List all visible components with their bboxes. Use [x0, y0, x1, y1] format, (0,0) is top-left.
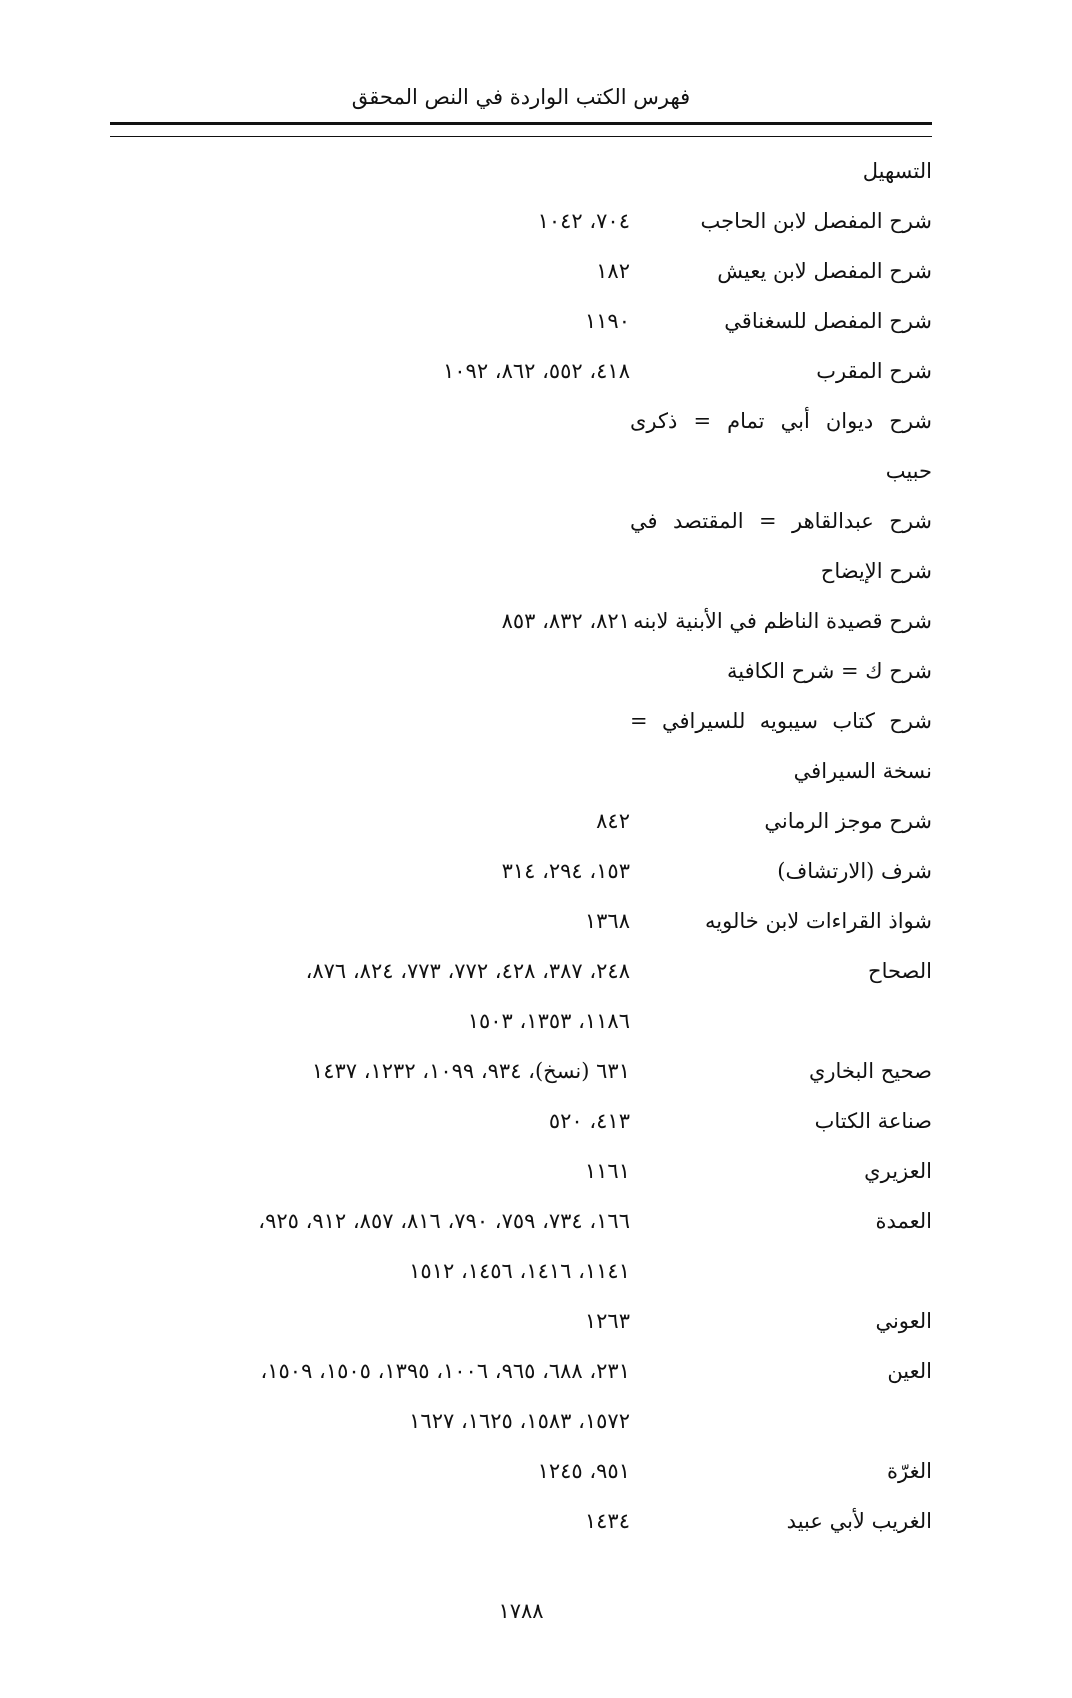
- entry-pages-line: ٨٤٢: [596, 809, 630, 833]
- entry-pages: [110, 1446, 630, 1496]
- index-entry: [110, 1046, 932, 1096]
- entry-pages: [110, 796, 630, 846]
- index-entry: [110, 296, 932, 346]
- entry-pages: [110, 1146, 630, 1196]
- index-entry: [110, 846, 932, 896]
- index-entry: [110, 1446, 932, 1496]
- entry-pages-line: ٦٣١ (نسخ)، ٩٣٤، ١٠٩٩، ١٢٣٢، ١٤٣٧: [311, 1059, 630, 1083]
- entry-pages: [110, 1296, 630, 1346]
- entry-pages-line: ١٤٣٤: [584, 1509, 630, 1533]
- index-entry: [110, 946, 932, 1046]
- entry-term: العين: [887, 1359, 932, 1383]
- entry-pages-line: ١٢٦٣: [584, 1309, 630, 1333]
- index-entry: [110, 1096, 932, 1146]
- entry-pages-line: ٩٥١، ١٢٤٥: [537, 1459, 630, 1483]
- entry-pages-line: ١١٤١، ١٤١٦، ١٤٥٦، ١٥١٢: [409, 1259, 630, 1283]
- entry-term: شرح المفصل للسغناقي: [724, 309, 932, 333]
- entry-term: شرح المفصل لابن الحاجب: [700, 209, 932, 233]
- index-entry: [110, 396, 932, 446]
- entry-pages: [110, 1346, 630, 1446]
- header-rule-thin: [110, 136, 932, 137]
- index-entry: [110, 346, 932, 396]
- entry-pages-line: ١١٦١: [584, 1159, 630, 1183]
- entry-pages-line: ١٥٧٢، ١٥٨٣، ١٦٢٥، ١٦٢٧: [409, 1409, 630, 1433]
- running-header: فهرس الكتب الواردة في النص المحقق: [351, 85, 691, 109]
- entry-term: شرح المقرب: [816, 359, 932, 383]
- index-entry: [110, 796, 932, 846]
- index-entry: [110, 446, 932, 496]
- entry-term: نسخة السيرافي: [793, 759, 932, 783]
- entry-pages: [110, 1096, 630, 1146]
- entry-term: شرح الإيضاح: [820, 559, 932, 583]
- entry-pages-line: ١٥٣، ٢٩٤، ٣١٤: [501, 859, 630, 883]
- index-entry: [110, 196, 932, 246]
- entry-pages: [110, 1496, 630, 1546]
- entry-pages-line: ١١٨٦، ١٣٥٣، ١٥٠٣: [467, 1009, 630, 1033]
- index-entries: [110, 146, 932, 1546]
- entry-pages-line: ٤١٣، ٥٢٠: [548, 1109, 630, 1133]
- entry-term: شرح عبدالقاهر = المقتصد في: [630, 509, 932, 533]
- entry-term: الغرّة: [887, 1459, 932, 1483]
- entry-term: شرح قصيدة الناظم في الأبنية لابنه: [633, 609, 932, 633]
- entry-pages-line: ٤١٨، ٥٥٢، ٨٦٢، ١٠٩٢: [442, 359, 630, 383]
- entry-term: شواذ القراءات لابن خالويه: [705, 909, 932, 933]
- entry-term: شرح موجز الرماني: [764, 809, 932, 833]
- entry-pages: [110, 346, 630, 396]
- entry-pages: [110, 596, 630, 646]
- entry-pages: [110, 196, 630, 246]
- index-entry: [110, 1496, 932, 1546]
- index-entry: [110, 496, 932, 546]
- entry-term: صناعة الكتاب: [814, 1109, 932, 1133]
- entry-pages-line: ٢٤٨، ٣٨٧، ٤٢٨، ٧٧٢، ٧٧٣، ٨٢٤، ٨٧٦،: [305, 959, 630, 983]
- entry-term: العزيري: [864, 1159, 932, 1183]
- entry-term: شرح ديوان أبي تمام = ذكرى: [630, 409, 932, 433]
- index-entry: [110, 646, 932, 696]
- entry-term: شرح المفصل لابن يعيش: [717, 259, 932, 283]
- entry-pages-line: ١٦٦، ٧٣٤، ٧٥٩، ٧٩٠، ٨١٦، ٨٥٧، ٩١٢، ٩٢٥،: [258, 1209, 630, 1233]
- entry-pages-line: ٢٣١، ٦٨٨، ٩٦٥، ١٠٠٦، ١٣٩٥، ١٥٠٥، ١٥٠٩،: [260, 1359, 630, 1383]
- index-entry: [110, 896, 932, 946]
- entry-pages: [110, 846, 630, 896]
- entry-term: شرح كتاب سيبويه للسيرافي =: [630, 709, 932, 733]
- entry-pages-line: ٨٢١، ٨٣٢، ٨٥٣: [501, 609, 630, 633]
- entry-pages: [110, 1196, 630, 1296]
- entry-term: شرف (الارتشاف): [777, 859, 932, 883]
- entry-term: صحيح البخاري: [808, 1059, 932, 1083]
- index-entry: [110, 1196, 932, 1296]
- entry-pages: [110, 296, 630, 346]
- entry-term: الصحاح: [868, 959, 932, 983]
- header-rule-thick: [110, 122, 932, 125]
- entry-pages-line: ١٨٢: [596, 259, 630, 283]
- entry-term: العوني: [875, 1309, 932, 1333]
- entry-term: العمدة: [875, 1209, 932, 1233]
- entry-pages: [110, 246, 630, 296]
- entry-pages-line: ٧٠٤، ١٠٤٢: [537, 209, 630, 233]
- index-entry: [110, 246, 932, 296]
- entry-pages-line: ١١٩٠: [584, 309, 630, 333]
- entry-pages-line: ١٣٦٨: [584, 909, 630, 933]
- entry-pages: [110, 946, 630, 1046]
- entry-pages: [110, 1046, 630, 1096]
- index-entry: [110, 146, 932, 196]
- index-entry: [110, 1146, 932, 1196]
- index-entry: [110, 596, 932, 646]
- entry-term: التسهيل: [862, 159, 932, 183]
- entry-term: شرح ك = شرح الكافية: [727, 659, 932, 683]
- index-entry: [110, 696, 932, 746]
- page-number: ١٧٨٨: [498, 1599, 544, 1623]
- index-entry: [110, 546, 932, 596]
- index-entry: [110, 746, 932, 796]
- entry-term: الغريب لأبي عبيد: [786, 1509, 932, 1533]
- index-entry: [110, 1346, 932, 1446]
- index-entry: [110, 1296, 932, 1346]
- entry-term: حبيب: [885, 459, 932, 483]
- entry-pages: [110, 896, 630, 946]
